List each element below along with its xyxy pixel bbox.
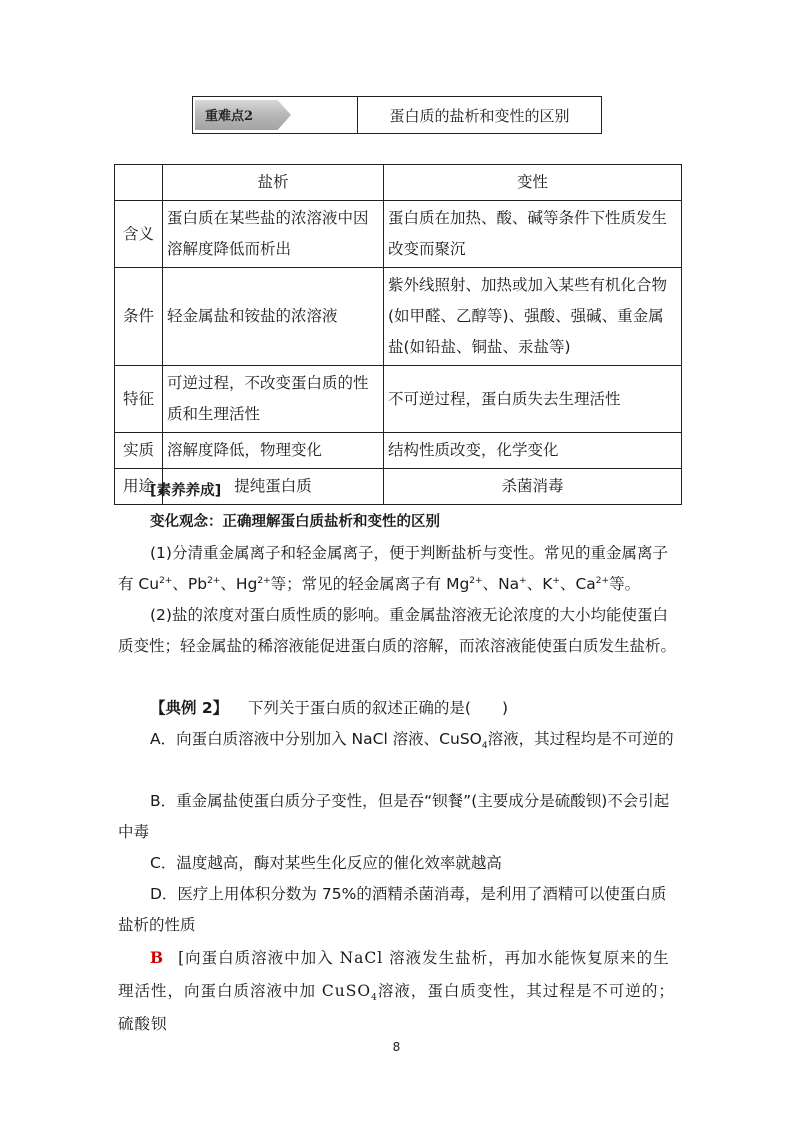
column-header-denature: 变性 [384, 165, 682, 201]
salt-cell: 轻金属盐和铵盐的浓溶液 [163, 268, 384, 366]
column-header-salt: 盐析 [163, 165, 384, 201]
answer-explanation: B [向蛋白质溶液中加入 NaCl 溶液发生盐析，再加水能恢复原来的生理活性，向蛋白质溶液中加 CuSO$_4$溶液，蛋白质变性，其过程是不可逆的；硫酸钡 [118, 948, 675, 1033]
example-label: 【典例 2】 [150, 699, 229, 717]
option-c: C．温度越高，酶对某些生化反应的催化效率就越高 [150, 854, 502, 872]
section-title: 蛋白质的盐析和变性的区别 [389, 106, 570, 125]
table-corner-cell [115, 165, 163, 201]
literacy-heading: [素养养成] [150, 483, 222, 499]
row-label: 条件 [115, 268, 163, 366]
literacy-point-1: (1)分清重金属离子和轻金属离子，便于判断盐析与变性。常见的重金属离子有 $Cu^{2+}$、$Pb^{2+}$、$Hg^{2+}$等；常见的轻金属离子有 $Mg^{2+}$、Na+、K+、$Ca^{2+}$等。 [118, 544, 668, 593]
row-label: 实质 [115, 433, 163, 469]
section-header [192, 96, 602, 134]
option-b: B．重金属盐使蛋白质分子变性，但是吞“钡餐”(主要成分是硫酸钡)不会引起中毒 [118, 792, 670, 841]
option-a: A．向蛋白质溶液中分别加入 NaCl 溶液、CuSO$_4$溶液，其过程均是不可逆的 [150, 730, 674, 752]
row-label: 用途 [115, 469, 163, 505]
row-label: 特征 [115, 366, 163, 433]
salt-cell: 提纯蛋白质 [163, 469, 384, 505]
page-number: 8 [392, 1040, 401, 1054]
denature-cell: 结构性质改变，化学变化 [384, 433, 682, 469]
denature-cell: 紫外线照射、加热或加入某些有机化合物(如甲醛、乙醇等)、强酸、强碱、重金属盐(如铅盐、铜盐、汞盐等) [384, 268, 682, 366]
literacy-point-2: (2)盐的浓度对蛋白质性质的影响。重金属盐溶液无论浓度的大小均能使蛋白质变性；轻金属盐的稀溶液能促进蛋白质的溶解，而浓溶液能使蛋白质发生盐析。 [118, 606, 677, 655]
option-d: D．医疗上用体积分数为 75%的酒精杀菌消毒，是利用了酒精可以使蛋白质盐析的性质 [118, 885, 667, 934]
example-question: 【典例 2】 下列关于蛋白质的叙述正确的是( ) [150, 699, 509, 717]
row-label: 含义 [115, 201, 163, 268]
table-row [115, 366, 682, 433]
denature-cell: 不可逆过程，蛋白质失去生理活性 [384, 366, 682, 433]
salt-cell: 溶解度降低，物理变化 [163, 433, 384, 469]
table-row [115, 433, 682, 469]
table-row [115, 201, 682, 268]
literacy-concept: 变化观念：正确理解蛋白质盐析和变性的区别 [150, 514, 440, 530]
answer-key: B [150, 948, 165, 967]
denature-cell: 蛋白质在加热、酸、碱等条件下性质发生改变而聚沉 [384, 201, 682, 268]
comparison-table [114, 164, 682, 505]
table-header-row [115, 165, 682, 201]
denature-cell: 杀菌消毒 [384, 469, 682, 505]
salt-cell: 可逆过程，不改变蛋白质的性质和生理活性 [163, 366, 384, 433]
salt-cell: 蛋白质在某些盐的浓溶液中因溶解度降低而析出 [163, 201, 384, 268]
table-row [115, 268, 682, 366]
section-tag-label: 重难点2 [205, 109, 254, 124]
section-tag [193, 97, 358, 133]
